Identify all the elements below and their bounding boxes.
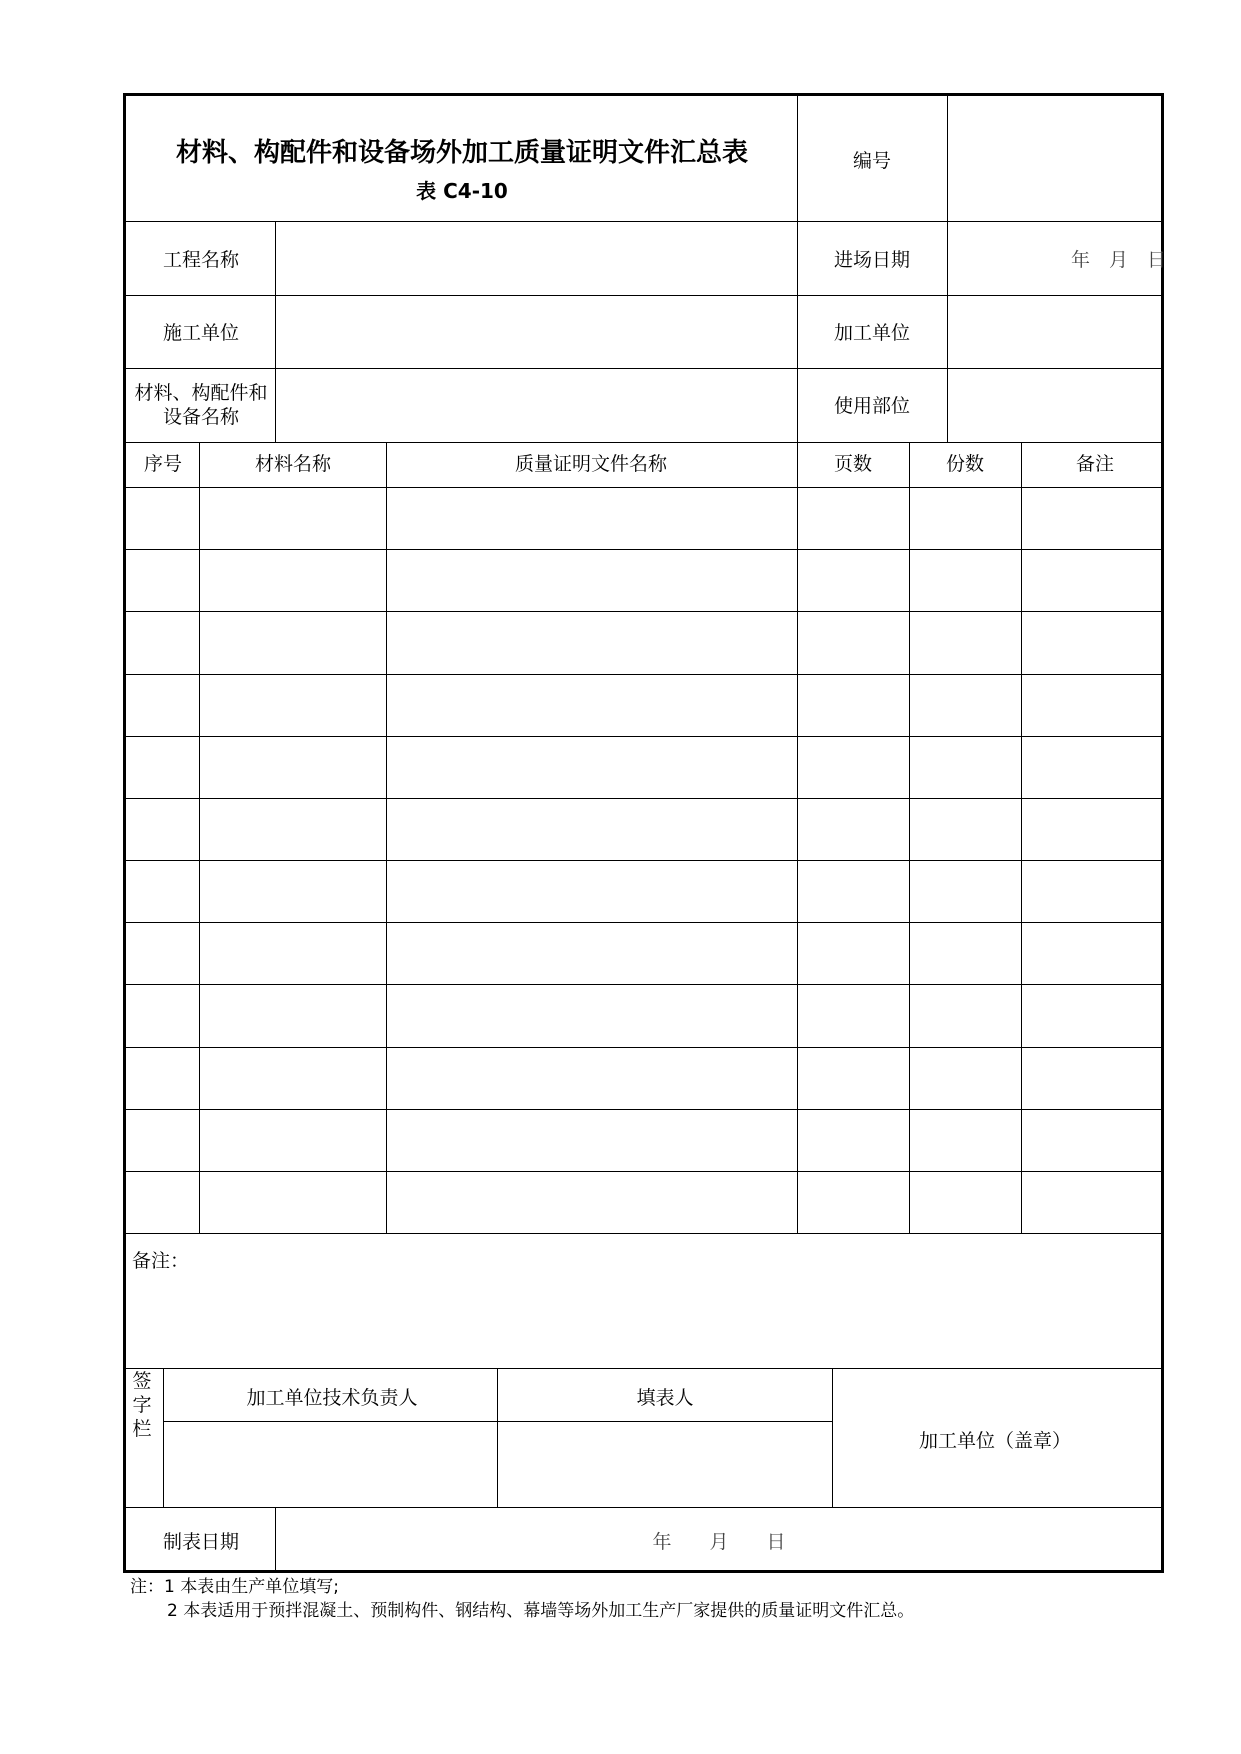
row-divider xyxy=(126,1109,1161,1110)
project-name-field[interactable] xyxy=(276,222,796,294)
col-header-material-name: 材料名称 xyxy=(254,453,332,475)
row-divider xyxy=(126,798,1161,799)
project-name-label: 工程名称 xyxy=(162,249,240,271)
tech-lead-label: 加工单位技术负责人 xyxy=(246,1387,418,1409)
material-name-label-line1: 材料、构配件和 xyxy=(134,382,268,404)
row-divider xyxy=(126,611,1161,612)
signature-section-label-char: 栏 xyxy=(132,1418,152,1440)
contractor-label: 施工单位 xyxy=(162,322,240,344)
signature-section-label xyxy=(132,1369,152,1441)
divider xyxy=(386,442,387,1233)
number-label: 编号 xyxy=(852,150,892,172)
processor-label: 加工单位 xyxy=(833,322,911,344)
col-header-pages: 页数 xyxy=(833,453,873,475)
divider xyxy=(497,1368,498,1507)
footnote-line-1: 注：1 本表由生产单位填写; xyxy=(130,1577,339,1597)
col-header-certificate-name: 质量证明文件名称 xyxy=(514,453,668,475)
seal-label: 加工单位（盖章） xyxy=(918,1430,1072,1452)
row-divider xyxy=(126,549,1161,550)
usage-location-label: 使用部位 xyxy=(833,395,911,417)
divider xyxy=(126,1507,1161,1508)
form-date-label: 制表日期 xyxy=(162,1531,240,1553)
row-divider xyxy=(126,922,1161,923)
col-header-copies: 份数 xyxy=(945,453,985,475)
filler-label: 填表人 xyxy=(636,1387,694,1409)
material-name-field[interactable] xyxy=(276,369,796,442)
form-title: 材料、构配件和设备场外加工质量证明文件汇总表 xyxy=(175,138,748,168)
row-divider xyxy=(126,860,1161,861)
usage-location-field[interactable] xyxy=(948,369,1162,442)
divider xyxy=(947,96,948,442)
divider xyxy=(797,96,798,442)
number-field[interactable] xyxy=(948,96,1162,221)
col-header-index: 序号 xyxy=(143,453,183,475)
divider xyxy=(909,442,910,1233)
remarks-field[interactable] xyxy=(186,1236,1156,1366)
footnote-line-2: 2 本表适用于预拌混凝土、预制构件、钢结构、幕墙等场外加工生产厂家提供的质量证明文件汇总。 xyxy=(167,1601,915,1621)
row-divider xyxy=(126,1047,1161,1048)
filler-signature-field[interactable] xyxy=(498,1422,831,1507)
entry-date-label: 进场日期 xyxy=(833,249,911,271)
remarks-label: 备注： xyxy=(132,1250,190,1272)
signature-section-label-char: 签 xyxy=(132,1370,152,1392)
contractor-field[interactable] xyxy=(276,296,796,368)
divider xyxy=(199,442,200,1233)
row-divider xyxy=(126,984,1161,985)
entry-date-field[interactable]: 年 月 日 xyxy=(1071,249,1167,271)
divider xyxy=(275,221,276,442)
col-header-remarks: 备注 xyxy=(1075,453,1115,475)
signature-section-label-char: 字 xyxy=(132,1394,152,1416)
material-name-label xyxy=(126,381,276,429)
divider xyxy=(275,1507,276,1573)
divider xyxy=(126,1368,1161,1369)
divider xyxy=(797,442,798,1233)
processor-field[interactable] xyxy=(948,296,1162,368)
divider xyxy=(126,1233,1161,1234)
row-divider xyxy=(126,1171,1161,1172)
tech-lead-signature-field[interactable] xyxy=(164,1422,497,1507)
divider xyxy=(126,442,1161,443)
divider xyxy=(1021,442,1022,1233)
divider xyxy=(126,368,1161,369)
row-divider xyxy=(126,736,1161,737)
quality-certificate-summary-form xyxy=(123,93,1167,1573)
form-date-field[interactable]: 年 月 日 xyxy=(652,1531,786,1553)
divider xyxy=(126,487,1161,488)
divider xyxy=(832,1368,833,1507)
divider xyxy=(126,221,1161,222)
material-name-label-line2: 设备名称 xyxy=(162,406,239,428)
divider xyxy=(126,295,1161,296)
row-divider xyxy=(126,674,1161,675)
divider xyxy=(163,1368,164,1507)
form-code: 表 C4-10 xyxy=(416,179,508,203)
